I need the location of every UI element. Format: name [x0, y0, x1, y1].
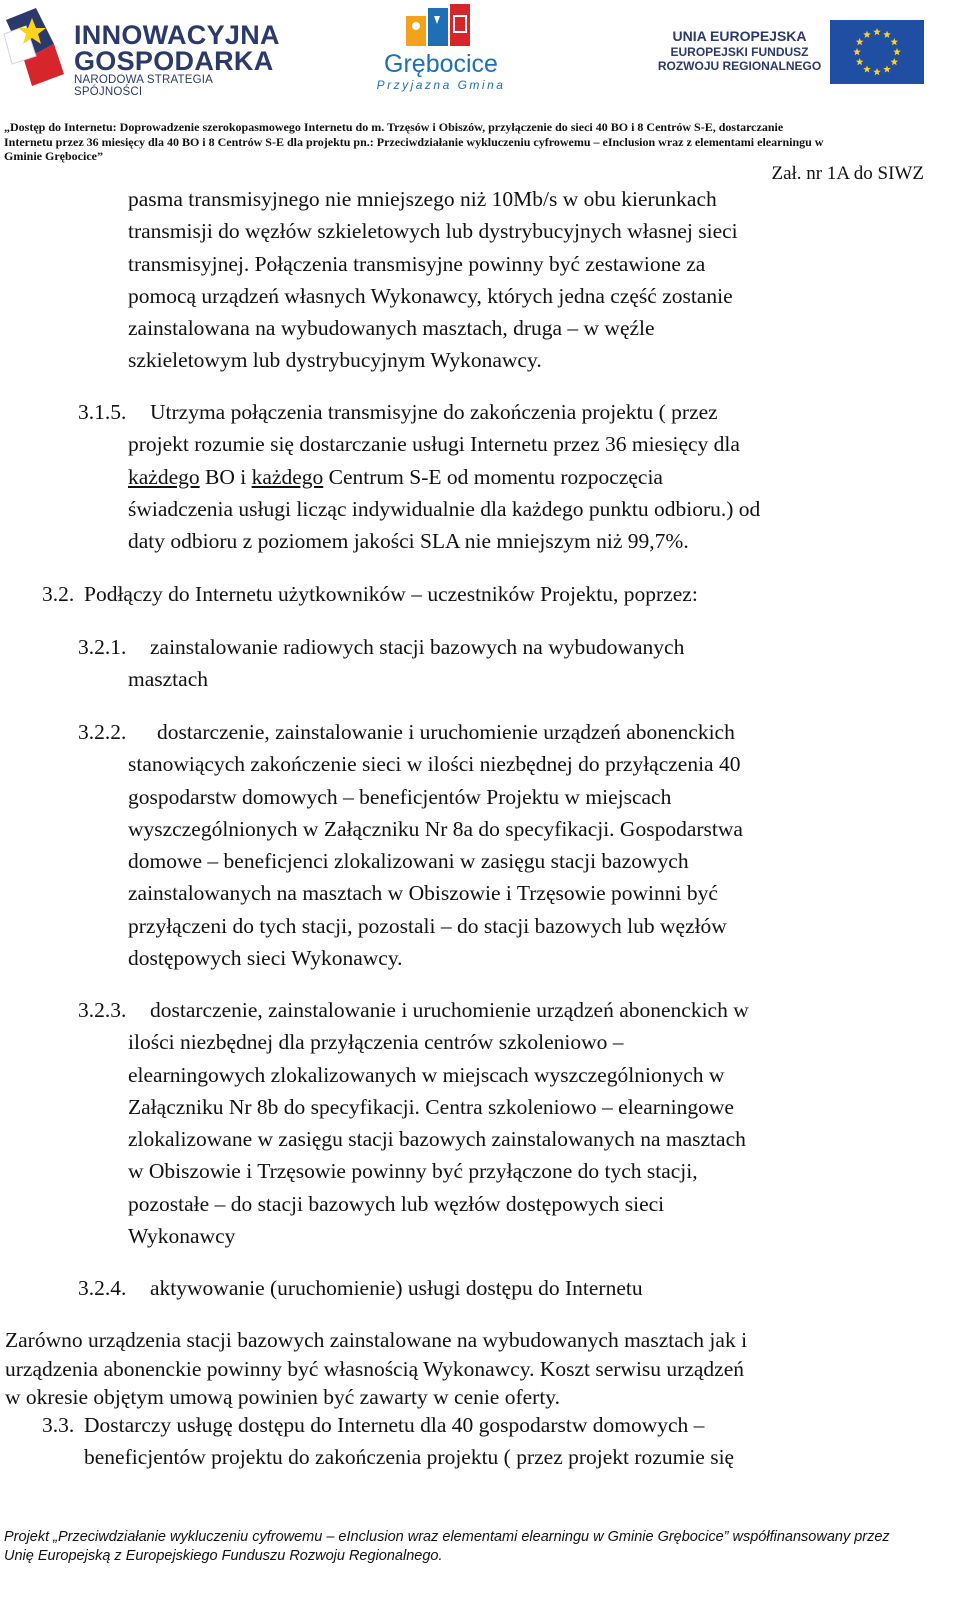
section-3-2-text: Podłączy do Internetu użytkowników – uczestników Projektu, poprzez:	[84, 582, 698, 606]
text-line: dostarczenie, zainstalowanie i uruchomienie urządzeń abonenckich	[157, 720, 735, 744]
text-line: pasma transmisyjnego nie mniejszego niż 10Mb/s w obu kierunkach	[128, 187, 717, 211]
project-header-line: Gminie Grębocice”	[4, 149, 103, 163]
text-line: Załączniku Nr 8b do specyfikacji. Centra szkoleniowo – elearningowe	[128, 1094, 734, 1119]
innowacyjna-line2: GOSPODARKA	[74, 46, 274, 76]
text-line: transmisji do węzłów szkieletowych lub dystrybucyjnych własnej sieci	[128, 219, 738, 244]
intro-paragraph	[128, 183, 738, 377]
text-line: zainstalowanych na masztach w Obiszowie i Trzęsowie powinni być	[128, 881, 718, 906]
project-header	[4, 120, 904, 164]
section-3-2-4-text: aktywowanie (uruchomienie) usługi dostępu do Internetu	[150, 1276, 643, 1300]
text-line: urządzenia abonenckie powinny być własnością Wykonawcy. Koszt serwisu urządzeń	[5, 1356, 744, 1381]
text-line: domowe – beneficjenci zlokalizowani w zasięgu stacji bazowych	[128, 849, 689, 874]
text-line: beneficjentów projektu do zakończenia projektu ( przez projekt rozumie się	[84, 1445, 735, 1470]
section-3-2-3	[128, 994, 749, 1252]
text-line: daty odbioru z poziomem jakości SLA nie mniejszym niż 99,7%.	[128, 529, 689, 554]
grebocice-name: Grębocice	[384, 50, 498, 78]
eu-line3: ROZWOJU REGIONALNEGO	[657, 59, 822, 73]
text-line: gospodarstw domowych – beneficjentów Projektu w miejscach	[128, 784, 672, 809]
grebocice-emblem-icon	[374, 2, 508, 52]
text-line: pomocą urządzeń własnych Wykonawcy, których jedna część zostanie	[128, 283, 733, 308]
text-fragment: Centrum S-E od momentu rozpoczęcia	[323, 464, 663, 489]
footer-line: Unię Europejską z Europejskiego Funduszu Rozwoju Regionalnego.	[4, 1548, 443, 1564]
innowacyjna-gospodarka-logo	[2, 4, 280, 98]
project-header-line: „Dostęp do Internetu: Doprowadzenie szerokopasmowego Internetu do m. Trzęsów i Obiszów, przyłączenie do sieci 40 BO i 8 Centrów S-E, dostarczanie	[4, 120, 784, 134]
text-line: wyszczególnionych w Załączniku Nr 8a do specyfikacji. Gospodarstwa	[128, 816, 743, 841]
text-line	[128, 461, 760, 493]
text-line: świadczenia usługi licząc indywidualnie dla każdego punktu odbioru.) od	[128, 496, 761, 521]
text-line: masztach	[128, 667, 208, 692]
section-3-1-5	[128, 396, 760, 557]
attachment-ref: Zał. nr 1A do SIWZ	[771, 163, 924, 184]
eu-line1: UNIA EUROPEJSKA	[672, 28, 807, 44]
text-line: zainstalowana na wybudowanych masztach, druga – w węźle	[128, 316, 655, 341]
eu-line2: EUROPEJSKI FUNDUSZ	[670, 45, 809, 59]
text-line: projekt rozumie się dostarczanie usługi Internetu przez 36 miesięcy dla	[128, 432, 740, 457]
text-line: szkieletowym lub dystrybucyjnym Wykonawcy.	[128, 348, 542, 373]
section-3-2-2	[128, 716, 743, 974]
section-number: 3.2.	[42, 582, 75, 606]
section-number: 3.2.3.	[78, 998, 127, 1022]
page-footer	[4, 1528, 904, 1566]
text-line: Dostarczy usługę dostępu do Internetu dla 40 gospodarstw domowych –	[84, 1413, 705, 1437]
text-line: Zarówno urządzenia stacji bazowych zainstalowane na wybudowanych masztach jak i	[5, 1328, 748, 1352]
text-line: zainstalowanie radiowych stacji bazowych na wybudowanych	[150, 635, 685, 659]
text-line: w okresie objętym umową powinien być zawarty w cenie oferty.	[5, 1385, 561, 1409]
footer-line: Projekt „Przeciwdziałanie wykluczeniu cyfrowemu – eInclusion wraz elementami elearningu w Gminie Grębocice” współfinansowany przez	[4, 1529, 890, 1545]
project-header-line: Internetu przez 36 miesięcy dla 40 BO i 8 Centrów S-E dla projektu pn.: Przeciwdziałanie wykluczeniu cyfrowemu – eInclusion wraz z elementami elearningu w	[4, 134, 824, 149]
innowacyjna-flag-icon	[2, 4, 72, 88]
text-line: przyłączeni do tych stacji, pozostali – do stacji bazowych lub węzłów	[128, 913, 727, 938]
underlined-word: każdego	[251, 464, 324, 489]
text-line: dostępowych sieci Wykonawcy.	[128, 946, 403, 971]
text-line: Utrzyma połączenia transmisyjne do zakończenia projektu ( przez	[150, 400, 718, 424]
text-line: elearningowych zlokalizowanych w miejscach wyszczególnionych w	[128, 1062, 725, 1087]
section-3-2-1	[128, 631, 684, 696]
text-line: Wykonawcy	[128, 1224, 236, 1249]
section-number: 3.3.	[42, 1413, 75, 1437]
text-line: w Obiszowie i Trzęsowie powinny być przyłączone do tych stacji,	[128, 1159, 698, 1184]
text-line: pozostałe – do stacji bazowych lub węzłów dostępowych sieci	[128, 1191, 665, 1216]
text-fragment: BO i	[199, 464, 252, 489]
eu-flag-icon	[830, 20, 924, 84]
text-line: dostarczenie, zainstalowanie i uruchomienie urządzeń abonenckich w	[150, 998, 749, 1022]
text-line: transmisyjnej. Połączenia transmisyjne powinny być zestawione za	[128, 251, 706, 276]
ownership-paragraph	[5, 1326, 747, 1412]
grebocice-logo	[374, 2, 508, 94]
innowacyjna-line1: INNOWACYJNA	[74, 20, 280, 50]
text-line: ilości niezbędnej dla przyłączenia centrów szkoleniowo –	[128, 1030, 624, 1055]
section-number: 3.2.2.	[78, 720, 127, 744]
text-line: zlokalizowane w zasięgu stacji bazowych zainstalowanych na masztach	[128, 1127, 746, 1152]
grebocice-tagline: Przyjazna Gmina	[376, 78, 506, 92]
innowacyjna-line3: NARODOWA STRATEGIA SPÓJNOŚCI	[74, 74, 213, 98]
underlined-word: każdego	[128, 464, 200, 489]
eu-logo-text	[652, 28, 827, 73]
text-line: stanowiących zakończenie sieci w ilości niezbędnej do przyłączenia 40	[128, 752, 741, 777]
section-number: 3.1.5.	[78, 400, 127, 424]
section-3-3	[84, 1409, 734, 1474]
section-number: 3.2.1.	[78, 635, 127, 659]
section-number: 3.2.4.	[78, 1276, 127, 1300]
